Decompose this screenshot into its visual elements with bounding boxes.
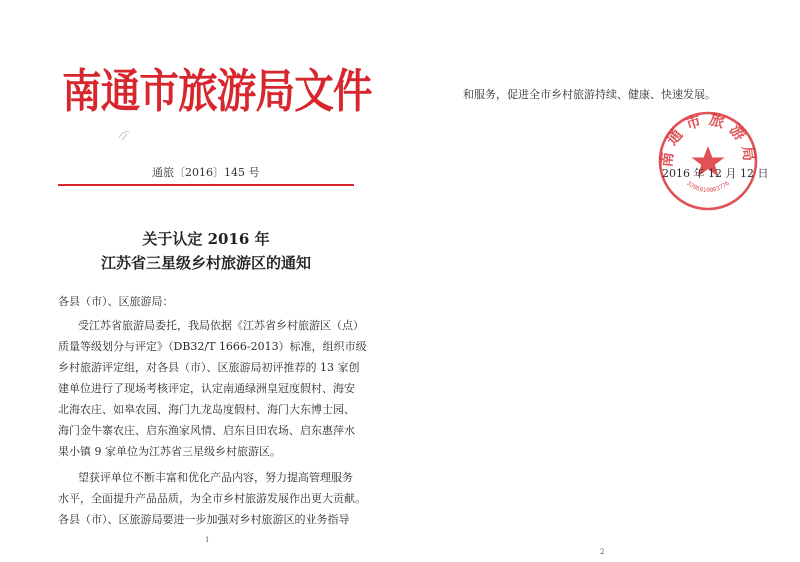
body-line: 各县（市）、区旅游局： (58, 295, 174, 308)
scribble-mark (117, 128, 131, 142)
body-line: 果小镇 9 家单位为江苏省三星级乡村旅游区。 (58, 445, 281, 458)
page-number-left: 1 (205, 536, 210, 544)
body-line: 受江苏省旅游局委托，我局依据《江苏省乡村旅游区（点） (78, 319, 364, 332)
issue-date: 2016 年 12 月 12 日 (662, 167, 769, 180)
body-line: 质量等级划分与评定》（DB32/T 1666-2013）标准，组织市级 (58, 340, 367, 353)
body-line: 建单位进行了现场考核评定，认定南通绿洲皇冠度假村、海安 (58, 382, 355, 395)
body-line: 望获评单位不断丰富和优化产品内容，努力提高管理服务 (78, 471, 353, 484)
notice-title-line-1: 关于认定 2016 年 (142, 230, 270, 248)
body-line: 水平，全面提升产品品质，为全市乡村旅游发展作出更大贡献。 (58, 492, 366, 505)
seal-text: 南通市旅游局 (657, 110, 759, 169)
seal-number: 3206010003776 (685, 179, 731, 195)
document-number: 通旅〔2016〕145 号 (152, 166, 260, 179)
notice-title-line-2: 江苏省三星级乡村旅游区的通知 (100, 254, 311, 272)
red-divider-line (58, 184, 354, 186)
page-number-right: 2 (600, 548, 605, 556)
body-line: 各县（市）、区旅游局要进一步加强对乡村旅游区的业务指导 (58, 513, 350, 526)
body-line: 海门金牛寨农庄、启东渔家风情、启东目田农场、启东惠萍水 (58, 424, 355, 437)
body-line: 北海农庄、如皋农园、海门九龙岛度假村、海门大东博士园、 (58, 403, 355, 416)
body-continuation-line: 和服务，促进全市乡村旅游持续、健康、快速发展。 (463, 88, 716, 101)
issuer-header-title: 南通市旅游局文件 (62, 64, 372, 118)
official-seal-stamp (655, 108, 761, 214)
svg-text:3206010003776 (685, 180, 731, 194)
body-line: 乡村旅游评定组，对各县（市）、区旅游局初评推荐的 13 家创 (58, 361, 360, 374)
right-page (400, 0, 800, 562)
